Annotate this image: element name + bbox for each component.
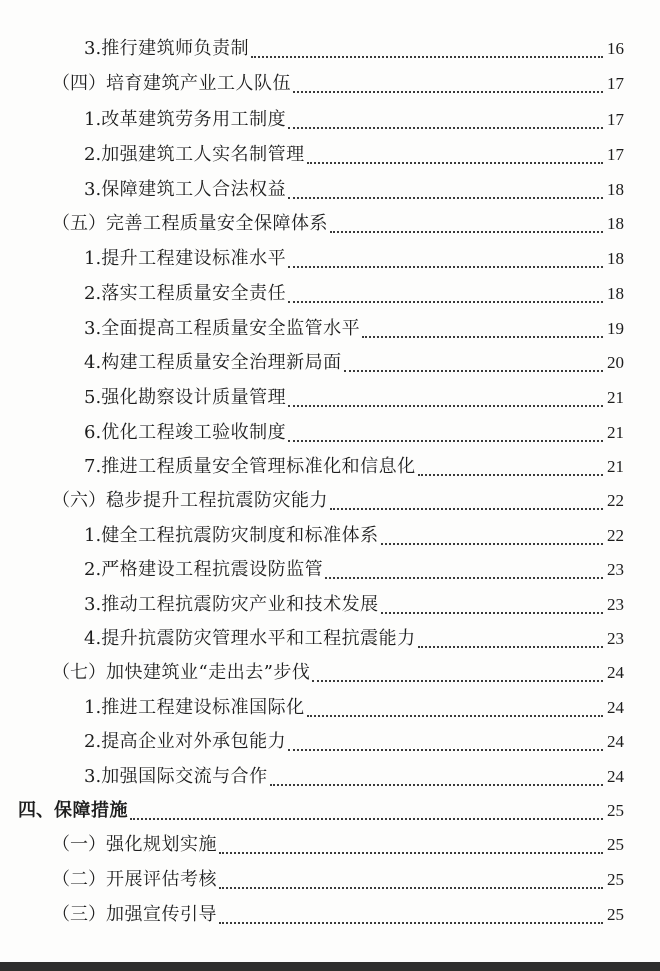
toc-entry[interactable] — [84, 244, 624, 274]
dot-leader — [325, 577, 603, 579]
dot-leader — [307, 715, 603, 717]
toc-entry-page: 22 — [607, 526, 624, 545]
toc-entry-number: （一） — [52, 834, 106, 855]
toc-entry[interactable] — [84, 383, 624, 413]
toc-chapter[interactable] — [18, 796, 624, 826]
dot-leader — [219, 887, 603, 889]
toc-entry-page: 21 — [607, 457, 624, 476]
toc-entry-page: 17 — [607, 145, 624, 164]
toc-entry-number: 1. — [84, 248, 102, 269]
toc-entry-page: 18 — [607, 214, 624, 233]
toc-entry[interactable] — [84, 175, 624, 205]
toc-entry-title: 加强国际交流与合作 — [101, 766, 268, 787]
toc-entry-number: 4. — [84, 628, 102, 649]
toc-entry-number: 1. — [84, 109, 102, 130]
dot-leader — [330, 508, 603, 510]
toc-entry-page: 19 — [607, 319, 624, 338]
toc-entry-title: 加强建筑工人实名制管理 — [101, 144, 305, 165]
toc-section[interactable] — [52, 69, 624, 99]
toc-entry-title: 全面提高工程质量安全监管水平 — [101, 318, 361, 339]
toc-entry-number: 5. — [84, 387, 102, 408]
toc-entry-page: 23 — [607, 595, 624, 614]
toc-entry-title: 推进工程建设标准国际化 — [101, 697, 305, 718]
toc-entry[interactable] — [84, 314, 624, 344]
toc-entry[interactable] — [84, 452, 624, 482]
toc-entry[interactable] — [84, 762, 624, 792]
toc-entry[interactable] — [84, 140, 624, 170]
toc-entry-title: 推行建筑师负责制 — [101, 38, 250, 59]
toc-entry[interactable] — [84, 624, 624, 654]
toc-entry-title: 强化勘察设计质量管理 — [101, 387, 287, 408]
toc-entry-number: （四） — [52, 73, 106, 94]
toc-entry-title: 提升工程建设标准水平 — [101, 248, 287, 269]
dot-leader — [288, 440, 603, 442]
toc-entry-number: 3. — [84, 179, 102, 200]
toc-entry-title: 保障措施 — [54, 800, 128, 821]
toc-entry-title: 加快建筑业“走出去”步伐 — [106, 662, 311, 683]
toc-entry-number: （三） — [52, 904, 106, 925]
toc-section[interactable] — [52, 865, 624, 895]
dot-leader — [219, 852, 603, 854]
toc-entry-number: 2. — [84, 731, 102, 752]
toc-entry-title: 提高企业对外承包能力 — [101, 731, 287, 752]
toc-entry-page: 20 — [607, 353, 624, 372]
toc-section[interactable] — [52, 486, 624, 516]
toc-section[interactable] — [52, 900, 624, 930]
dot-leader — [344, 370, 603, 372]
toc-entry-number: 2. — [84, 559, 102, 580]
toc-entry-page: 18 — [607, 180, 624, 199]
toc-entry[interactable] — [84, 348, 624, 378]
toc-entry-number: 四、 — [18, 800, 54, 821]
dot-leader — [219, 922, 603, 924]
toc-entry-title: 严格建设工程抗震设防监管 — [101, 559, 324, 580]
toc-entry-page: 25 — [607, 801, 624, 820]
dot-leader — [288, 127, 603, 129]
dot-leader — [381, 612, 603, 614]
dot-leader — [270, 784, 603, 786]
dot-leader — [330, 231, 603, 233]
toc-entry[interactable] — [84, 105, 624, 135]
toc-entry-title: 构建工程质量安全治理新局面 — [101, 352, 342, 373]
toc-entry[interactable] — [84, 418, 624, 448]
toc-section[interactable] — [52, 830, 624, 860]
toc-entry-page: 17 — [607, 74, 624, 93]
toc-section[interactable] — [52, 658, 624, 688]
dot-leader — [307, 162, 603, 164]
toc-entry[interactable] — [84, 693, 624, 723]
toc-entry-number: 1. — [84, 525, 102, 546]
toc-entry-number: 2. — [84, 283, 102, 304]
toc-entry-page: 24 — [607, 663, 624, 682]
toc-entry-number: 7. — [84, 456, 102, 477]
toc-entry-title: 培育建筑产业工人队伍 — [106, 73, 291, 94]
toc-entry-number: 3. — [84, 38, 102, 59]
toc-entry-title: 强化规划实施 — [106, 834, 217, 855]
toc-entry-page: 24 — [607, 732, 624, 751]
toc-entry-page: 25 — [607, 835, 624, 854]
toc-entry-page: 22 — [607, 491, 624, 510]
dot-leader — [362, 336, 603, 338]
toc-entry-title: 完善工程质量安全保障体系 — [106, 213, 328, 234]
toc-entry-page: 23 — [607, 560, 624, 579]
toc-entry-page: 24 — [607, 767, 624, 786]
toc-entry[interactable] — [84, 521, 624, 551]
dot-leader — [130, 818, 603, 820]
toc-entry-page: 17 — [607, 110, 624, 129]
toc-entry-title: 优化工程竣工验收制度 — [101, 422, 287, 443]
toc-entry-title: 推动工程抗震防灾产业和技术发展 — [101, 594, 379, 615]
toc-entry-number: 6. — [84, 422, 102, 443]
dot-leader — [418, 474, 603, 476]
toc-entry[interactable] — [84, 34, 624, 64]
toc-entry-number: （二） — [52, 869, 106, 890]
dot-leader — [251, 56, 603, 58]
toc-entry-page: 23 — [607, 629, 624, 648]
toc-entry-title: 健全工程抗震防灾制度和标准体系 — [101, 525, 379, 546]
toc-entry-title: 落实工程质量安全责任 — [101, 283, 287, 304]
toc-entry-title: 保障建筑工人合法权益 — [101, 179, 287, 200]
toc-entry-page: 16 — [607, 39, 624, 58]
toc-entry-title: 开展评估考核 — [106, 869, 217, 890]
toc-entry-number: 3. — [84, 594, 102, 615]
toc-entry-page: 18 — [607, 284, 624, 303]
toc-entry-number: 1. — [84, 697, 102, 718]
dot-leader — [288, 749, 603, 751]
dot-leader — [312, 680, 603, 682]
toc-entry[interactable] — [84, 590, 624, 620]
dot-leader — [288, 301, 603, 303]
dot-leader — [293, 91, 603, 93]
toc-section[interactable] — [52, 209, 624, 239]
toc-entry-title: 推进工程质量安全管理标准化和信息化 — [101, 456, 416, 477]
dot-leader — [381, 543, 603, 545]
bottom-edge-bar — [0, 962, 660, 971]
dot-leader — [288, 197, 603, 199]
toc-entry-title: 稳步提升工程抗震防灾能力 — [106, 490, 328, 511]
toc-entry[interactable] — [84, 279, 624, 309]
toc-entry-title: 改革建筑劳务用工制度 — [101, 109, 287, 130]
toc-entry[interactable] — [84, 727, 624, 757]
toc-entry-title: 提升抗震防灾管理水平和工程抗震能力 — [101, 628, 416, 649]
dot-leader — [288, 405, 603, 407]
toc-entry-number: （五） — [52, 213, 106, 234]
toc-entry-page: 24 — [607, 698, 624, 717]
dot-leader — [288, 266, 603, 268]
toc-entry-number: （七） — [52, 662, 106, 683]
toc-entry-number: 3. — [84, 318, 102, 339]
toc-entry-page: 25 — [607, 870, 624, 889]
toc-entry-number: （六） — [52, 490, 106, 511]
toc-entry-page: 25 — [607, 905, 624, 924]
toc-entry-number: 2. — [84, 144, 102, 165]
toc-entry-number: 3. — [84, 766, 102, 787]
toc-entry-page: 21 — [607, 388, 624, 407]
toc-entry-title: 加强宣传引导 — [106, 904, 217, 925]
toc-entry-page: 21 — [607, 423, 624, 442]
toc-entry[interactable] — [84, 555, 624, 585]
dot-leader — [418, 646, 603, 648]
toc-entry-number: 4. — [84, 352, 102, 373]
toc-entry-page: 18 — [607, 249, 624, 268]
